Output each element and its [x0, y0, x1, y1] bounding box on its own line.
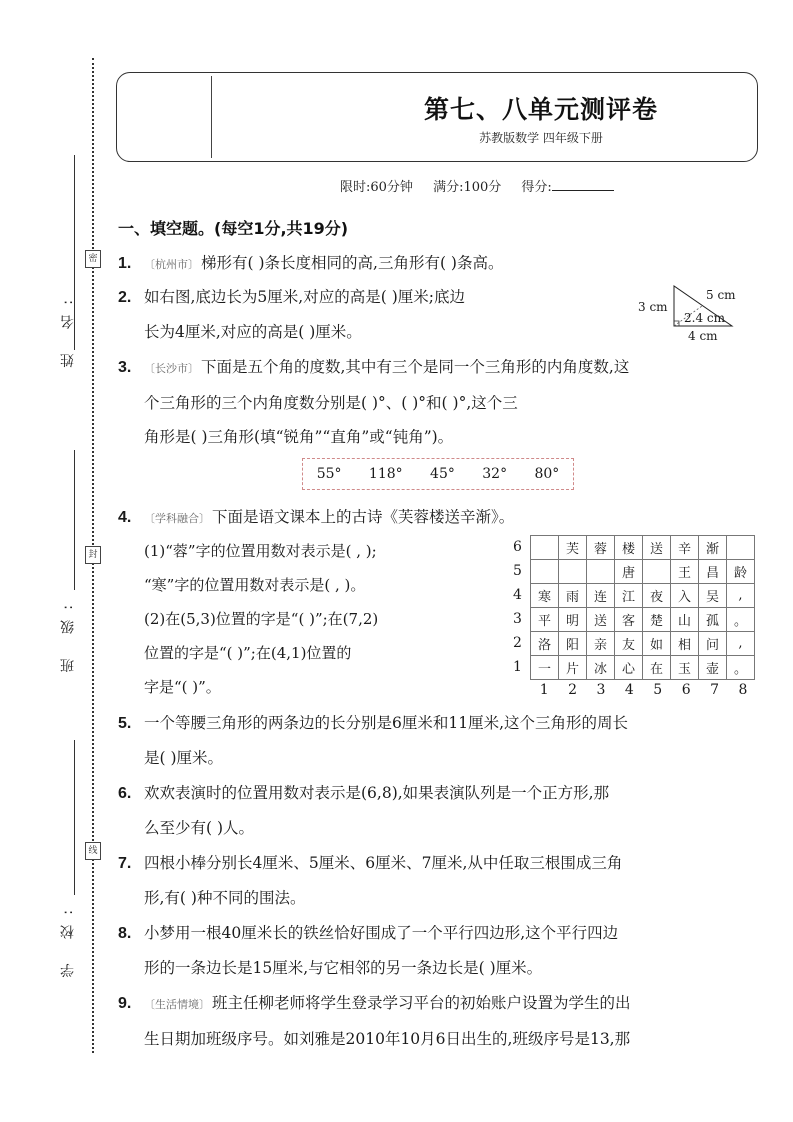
poem-grid-cell: 唐 — [615, 560, 643, 584]
school-field-label: 学 校: — [60, 900, 76, 978]
poem-grid-cell: 。 — [727, 608, 755, 632]
poem-grid-cell: 送 — [587, 608, 615, 632]
question-9: 9. 〔生活情境〕 班主任柳老师将学生登录学习平台的初始账户设置为学生的出 生日期加班级序号。如刘雅是2010年10月6日出生的,班级序号是13,那 — [118, 994, 631, 1048]
poem-grid-cell: 明 — [559, 608, 587, 632]
poem-grid-cell: , — [727, 632, 755, 656]
poem-grid-cell: 客 — [615, 608, 643, 632]
poem-grid-cell: 楚 — [643, 608, 671, 632]
poem-grid-cell: 入 — [671, 584, 699, 608]
poem-grid-cell: 昌 — [699, 560, 727, 584]
poem-grid-cell: 江 — [615, 584, 643, 608]
base-label: 4 cm — [688, 329, 718, 343]
poem-grid-cell: 壶 — [699, 656, 727, 680]
poem-grid-cell: 孤 — [699, 608, 727, 632]
poem-grid-cell: , — [727, 584, 755, 608]
poem-grid-cell: 心 — [615, 656, 643, 680]
question-8: 8. 小梦用一根40厘米长的铁丝恰好围成了一个平行四边形,这个平行四边 形的一条边长是15厘米,与它相邻的另一条边长是( )厘米。 — [118, 924, 619, 977]
poem-grid-cell — [643, 560, 671, 584]
poem-grid-cell — [727, 536, 755, 560]
poem-grid-cell: 玉 — [671, 656, 699, 680]
name-field-label: 姓 名: — [60, 290, 76, 368]
poem-grid-cell: 芙 — [559, 536, 587, 560]
poem-grid-cell: 山 — [671, 608, 699, 632]
poem-grid-cell: 友 — [615, 632, 643, 656]
angle-value: 118° — [368, 466, 403, 482]
poem-grid-cell — [531, 536, 559, 560]
poem-grid-cell: 渐 — [699, 536, 727, 560]
class-field-line[interactable] — [74, 450, 75, 590]
full-score: 满分:100分 — [433, 180, 502, 195]
poem-grid-cell: 相 — [671, 632, 699, 656]
poem-grid-cell: 夜 — [643, 584, 671, 608]
angle-value: 45° — [430, 466, 455, 482]
poem-grid-cell — [587, 560, 615, 584]
poem-grid-cell: 龄 — [727, 560, 755, 584]
page-title: 第七、八单元测评卷 — [423, 95, 658, 124]
poem-grid-cell: 辛 — [671, 536, 699, 560]
seal-mark-feng: 封 — [85, 546, 101, 564]
seal-mark-xian: 线 — [85, 842, 101, 860]
grid-x-labels: 1 2 3 4 5 6 7 8 — [539, 682, 748, 698]
side-left-label: 3 cm — [638, 300, 668, 314]
poem-grid-cell: 亲 — [587, 632, 615, 656]
question-4: 4. 〔学科融合〕 下面是语文课本上的古诗《芙蓉楼送辛渐》。 — [118, 508, 515, 526]
poem-grid-row — [531, 584, 755, 608]
class-field-label: 班 级: — [60, 595, 76, 673]
poem-grid-cell: 楼 — [615, 536, 643, 560]
header-divider — [211, 76, 212, 158]
poem-grid-cell: 问 — [699, 632, 727, 656]
poem-grid-cell: 冰 — [587, 656, 615, 680]
poem-grid-row — [531, 560, 755, 584]
hypotenuse-label: 5 cm — [706, 288, 736, 302]
poem-grid-cell: 王 — [671, 560, 699, 584]
score-blank[interactable] — [552, 178, 614, 191]
poem-grid-cell: 连 — [587, 584, 615, 608]
score-label: 得分: — [521, 180, 552, 195]
poem-grid-cell: 送 — [643, 536, 671, 560]
poem-grid-row — [531, 608, 755, 632]
poem-grid-cell: 。 — [727, 656, 755, 680]
question-3: 3. 〔长沙市〕 下面是五个角的度数,其中有三个是同一个三角形的内角度数,这 个三角形的三个内角度数分别是( )°、( )°和( )°,这个三 角形是( )三角形(填“锐角”“直角”或“钝角”)。 — [118, 358, 630, 446]
right-triangle-figure — [636, 282, 766, 344]
poem-grid-cell: 在 — [643, 656, 671, 680]
time-limit: 限时:60分钟 — [340, 180, 413, 195]
question-4-subparts: (1)“蓉”字的位置用数对表示是( , ); “寒”字的位置用数对表示是( , )。 (2)在(5,3)位置的字是“( )”;在(7,2) 位置的字是“( )”;在(4,1)位置的 字是“( )”。 — [144, 542, 379, 696]
poem-grid-cell: 吴 — [699, 584, 727, 608]
section-title: 一、填空题。(每空1分,共19分) — [118, 219, 349, 238]
seal-mark-mi: 密 — [85, 250, 101, 268]
poem-grid-cell: 片 — [559, 656, 587, 680]
angle-value: 55° — [316, 466, 342, 482]
angle-value: 32° — [482, 466, 508, 482]
angles-box — [302, 458, 574, 490]
poem-grid-cell — [531, 560, 559, 584]
poem-grid-cell: 平 — [531, 608, 559, 632]
poem-grid-row — [531, 632, 755, 656]
page-subtitle: 苏教版数学 四年级下册 — [479, 131, 603, 145]
angle-value: 80° — [534, 466, 560, 482]
poem-grid-cell: 如 — [643, 632, 671, 656]
school-field-line[interactable] — [74, 740, 75, 895]
height-label: 2.4 cm — [684, 311, 725, 325]
poem-grid — [530, 535, 755, 680]
poem-grid-cell: 一 — [531, 656, 559, 680]
exam-meta — [340, 176, 630, 195]
poem-grid-cell — [559, 560, 587, 584]
question-5: 5. 一个等腰三角形的两条边的长分别是6厘米和11厘米,这个三角形的周长 是( )厘米。 — [118, 714, 629, 767]
question-2: 2. 如右图,底边长为5厘米,对应的高是( )厘米;底边 长为4厘米,对应的高是( )厘米。 — [118, 288, 465, 341]
question-1: 1. 〔杭州市〕 梯形有( )条长度相同的高,三角形有( )条高。 — [118, 254, 504, 272]
question-7: 7. 四根小棒分别长4厘米、5厘米、6厘米、7厘米,从中任取三根围成三角 形,有( )种不同的围法。 — [118, 854, 623, 907]
poem-grid-cell: 蓉 — [587, 536, 615, 560]
question-6: 6. 欢欢表演时的位置用数对表示是(6,8),如果表演队列是一个正方形,那 么至少有( )人。 — [118, 784, 610, 837]
poem-grid-row — [531, 536, 755, 560]
poem-grid-cell: 阳 — [559, 632, 587, 656]
poem-grid-cell: 洛 — [531, 632, 559, 656]
poem-grid-cell: 雨 — [559, 584, 587, 608]
grid-y-labels: 6 5 4 3 2 1 — [513, 539, 522, 675]
poem-grid-row — [531, 656, 755, 680]
poem-grid-cell: 寒 — [531, 584, 559, 608]
